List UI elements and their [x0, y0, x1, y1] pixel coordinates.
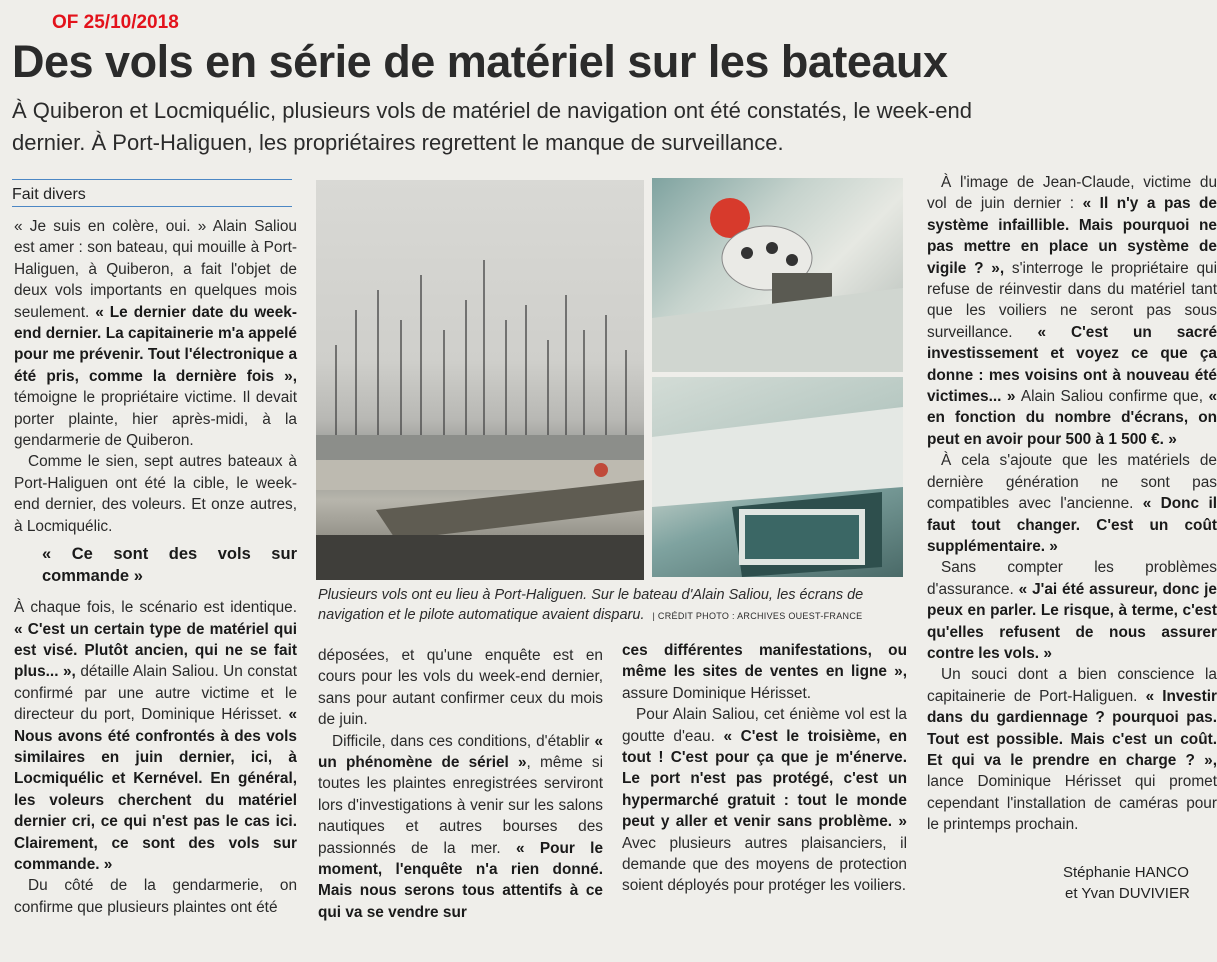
paragraph: Du côté de la gendarmerie, on confirme que plusieurs plaintes ont été: [14, 877, 297, 916]
paragraph: À cela s'ajoute que les matériels de dernière génération ne sont pas compatibles avec l'ancienne. « Donc il faut tout changer. C'est un coût supplémentaire. »: [927, 452, 1217, 555]
paragraph: Comme le sien, sept autres bateaux à Port-Haliguen ont été la cible, le week-end dernier, des voleurs. Et onze autres, à Locmiquélic.: [14, 453, 297, 535]
paragraph: Sans compter les problèmes d'assurance. « J'ai été assureur, donc je peux en parler. Le risque, à terme, c'est qu'elles refusent de nous assurer contre les vols. »: [927, 559, 1217, 662]
instrument-panel-illustration: [652, 178, 903, 372]
paragraph: Un souci dont a bien conscience la capitainerie de Port-Haliguen. « Investir dans du gardiennage ? pourquoi pas. Tout est possible. Mais c'est un coût. Et qui va le prendre en charge ? », lance Dominique Hérisset qui promet cependant l'installation de caméras pour le printemps prochain.: [927, 666, 1217, 834]
boat-deck-photo: [652, 178, 903, 372]
paragraph: À chaque fois, le scénario est identique. « C'est un certain type de matériel qui est visé. Plutôt ancien, qui ne se fait plus... », détaille Alain Saliou. Un constat confirmé par une autre victime et le directeur du port, Dominique Hérisset. « Nous avons été confrontés à des vols similaires en juin dernier, ici, à Locmiquélic et Kernével. En général, les voleurs cherchent du matériel dernier cri, ce qui n'est pas le cas ici. Clairement, ce sont des vols sur commande. »: [14, 599, 297, 873]
paragraph: À l'image de Jean-Claude, victime du vol de juin dernier : « Il n'y a pas de système infaillible. Mais pourquoi ne pas mettre en place un système de vigile ? », s'interroge le propriétaire qui refuse de réinvestir dans du matériel tant que les voiliers ne seront pas sous surveillance. « C'est un sacré investissement et voyez ce que ça donne : mes voisins ont à nouveau été victimes... » Alain Saliou confirme que, « en fonction du nombre d'écrans, on peut en avoir pour 500 à 1 500 €. »: [927, 174, 1217, 448]
paragraph: ces différentes manifestations, ou même les sites de ventes en ligne », assure Dominique Hérisset.: [622, 642, 907, 702]
subheading: « Ce sont des vols sur commande »: [42, 545, 297, 586]
headline: Des vols en série de matériel sur les bateaux: [12, 36, 948, 87]
paragraph: Pour Alain Saliou, cet énième vol est la goutte d'eau. « C'est le troisième, en tout ! C'est pour ça que je m'énerve. Le port n'est pas protégé, c'est un hypermarché gratuit : tout le monde peut y aller et venir sans problème. » Avec plusieurs autres plaisanciers, il demande que des moyens de protection soient déployés pour protéger les voiliers.: [622, 706, 907, 895]
cockpit-photo: [652, 377, 903, 577]
section-rubric: Fait divers: [12, 186, 292, 207]
photo-caption: Plusieurs vols ont eu lieu à Port-Haliguen. Sur le bateau d'Alain Saliou, les écrans de navigation et le pilote automatique avaient disparu. | CRÉDIT PHOTO : ARCHIVES OUEST-FRANCE: [318, 587, 864, 623]
article-deck: À Quiberon et Locmiquélic, plusieurs vols de matériel de navigation ont été constatés, le week-end dernier. À Port-Haliguen, les propriétaires regrettent le manque de surveillance.: [12, 98, 972, 155]
paragraph: Difficile, dans ces conditions, d'établir « un phénomène de sériel », même si toutes les plaintes enregistrées serviront lors d'investigations à venir sur les salons nautiques et autres bourses des passionnés de la mer. « Pour le moment, l'enquête n'a rien donné. Mais nous serons tous attentifs à ce qui va se vendre sur: [318, 732, 603, 921]
author-signature: [1063, 862, 1203, 904]
article-column-3: [622, 640, 907, 897]
date-stamp: OF 25/10/2018: [52, 12, 179, 33]
author-line: et Yvan DUVIVIER: [1065, 885, 1190, 902]
paragraph: « Je suis en colère, oui. » Alain Saliou est amer : son bateau, qui mouille à Port-Haliguen, à Quiberon, a fait l'objet de deux vols importants en quelques mois seulement. « Le dernier date du week-end dernier. La capitainerie m'a appelé pour me prévenir. Tout l'électronique a été pris, comme la dernière fois », témoigne le propriétaire victime. Il devait porter plainte, hier après-midi, à la gendarmerie de Quiberon.: [14, 218, 297, 450]
marina-photo: [316, 180, 644, 580]
paragraph: déposées, et qu'une enquête est en cours pour les vols du week-end dernier, sans pour autant confirmer ceux du mois de juin.: [318, 647, 603, 729]
article-column-1: [14, 216, 297, 918]
cockpit-illustration: [652, 377, 903, 577]
masts-illustration: [316, 180, 644, 580]
author-line: Stéphanie HANCO: [1063, 864, 1189, 881]
article-column-2: [318, 645, 603, 923]
photo-credit: | CRÉDIT PHOTO : ARCHIVES OUEST-FRANCE: [652, 611, 863, 621]
article-column-4: [927, 172, 1217, 862]
